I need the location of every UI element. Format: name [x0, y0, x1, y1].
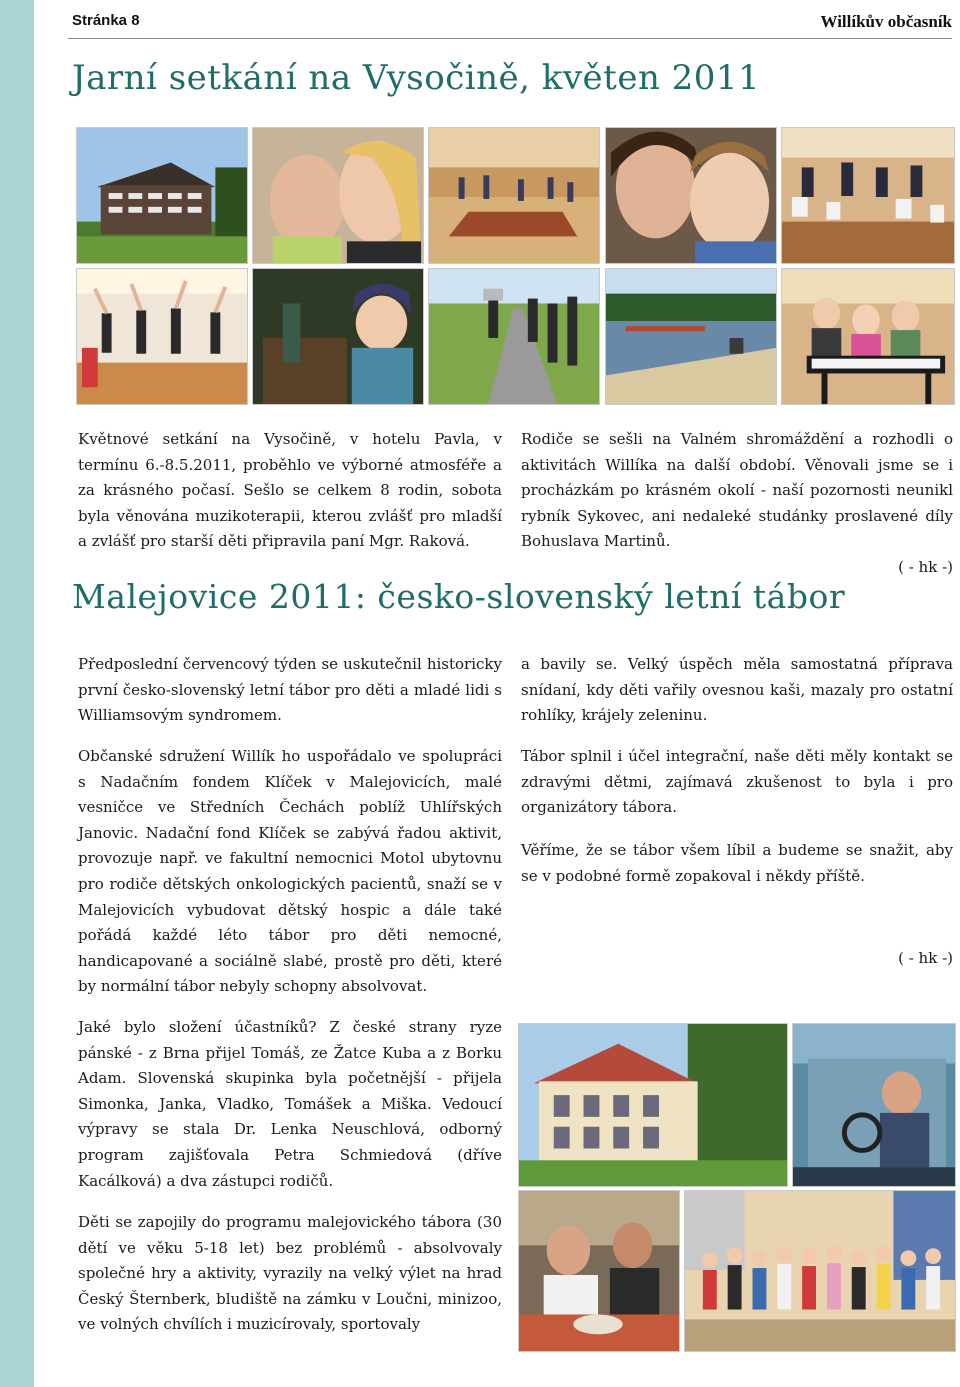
article2-paragraph-5: a bavily se. Velký úspěch měla samostatná příprava snídaní, kdy děti vařily ovesnou kaši, mazaly pro ostatní rohlíky, krájely zeleninu. [521, 655, 953, 725]
article2-paragraph-6: Tábor splnil i účel integrační, naše děti měly kontakt se zdravými dětmi, zajímavá zkušenost to byla i pro organizátory tábora. [521, 747, 953, 817]
photo-group-photo [684, 1190, 956, 1352]
photo-child-with-mother [252, 127, 424, 264]
photo-children-at-keyboard [781, 268, 955, 405]
article2-title: Malejovice 2011: česko-slovenský letní tábor [72, 577, 846, 616]
article2-paragraph-1: Předposlední červencový týden se uskutečnil historicky první česko-slovenský letní tábor pro děti a mladé lidi s Williamsovým syndromem. [78, 655, 502, 725]
article1-paragraph-right [521, 427, 953, 581]
article2-signature: ( - hk -) [898, 949, 953, 967]
article1-title: Jarní setkání na Vysočině, květen 2011 [72, 58, 761, 98]
photo-music-therapy-dance [76, 268, 248, 405]
article2-paragraph-4: Děti se zapojily do programu malejovického tábora (30 dětí ve věku 5-18 let) bez problémů - absolvovaly společné hry a aktivity, vyrazily na velký výlet na hrad Český Šternberk, bludiště na zámku v Loučni, minizoo, ve volných chvílích i muzicírovaly, sportovaly [78, 1213, 502, 1334]
photo-hall-with-carpet [428, 127, 600, 264]
page-number: Stránka 8 [72, 12, 140, 29]
photo-child-at-water-pump [252, 268, 424, 405]
photo-mother-and-son [605, 127, 777, 264]
article1-paragraph-left: Květnové setkání na Vysočině, v hotelu Pavla, v termínu 6.-8.5.2011, proběhlo ve výborné atmosféře a za krásného počasí. Sešlo se celkem 8 rodin, sobota byla věnována muzikoterapii, kterou zvlášť pro mladší a zvlášť pro starší děti připravila paní Mgr. Raková. [78, 430, 502, 551]
photo-man-in-truck [792, 1023, 956, 1187]
photo-walk-on-road [428, 268, 600, 405]
article2-paragraph-3: Jaké bylo složení účastníků? Z české strany ryze pánské - z Brna přijel Tomáš, ze Žatce Kuba a z Borku Adam. Slovenská skupinka byla početnější - přijela Simonka, Janka, Vladko, Tomášek a Miška. Vedoucí výpravy se stala Dr. Lenka Neuschlová, odborný program zajišťovala Petra Schmiedová (dříve Kacálková) a dva zástupci rodičů. [78, 1018, 502, 1190]
article1-signature: ( - hk -) [898, 557, 953, 576]
photo-boys-at-table [518, 1190, 680, 1352]
newsletter-name: Willíkův občasník [820, 12, 952, 31]
photo-camp-house [518, 1023, 788, 1187]
article1-paragraph-right-text: Rodiče se sešli na Valném shromáždění a rozhodli o aktivitách Willíka na další období. Věnovali jsme se i procházkám po krásném okolí - naší pozornosti neunikl rybník Sykovec, ani nedaleké studánky proslavené díly Bohuslava Martinů. [521, 430, 953, 551]
header-rule [68, 38, 952, 39]
article2-paragraph-7: Věříme, že se tábor všem líbil a budeme se snažit, aby se v podobné formě zopakoval i někdy příště. [521, 841, 953, 885]
article2-paragraph-2: Občanské sdružení Willík ho uspořádalo ve spolupráci s Nadačním fondem Klíček v Malejovicích, malé vesničce ve Středních Čechách poblíž Uhlířských Janovic. Nadační fond Klíček se zabývá řadou aktivit, provozuje např. ve fakultní nemocnici Motol ubytovnu pro rodiče dětských onkologických pacientů, snaží se v Malejovicích vybudovat dětský hospic a dále také pořádá každé léto tábor pro děti nemocné, handicapované a sociálně slabé, prostě pro děti, které by normální tábor nebyly schopny absolvovat. [78, 747, 502, 996]
photo-sykovec-pond [605, 268, 777, 405]
photo-hotel-building [76, 127, 248, 264]
page-sidebar-stripe [0, 0, 34, 1387]
article1-photo-grid [76, 127, 956, 405]
photo-families-in-hall [781, 127, 955, 264]
